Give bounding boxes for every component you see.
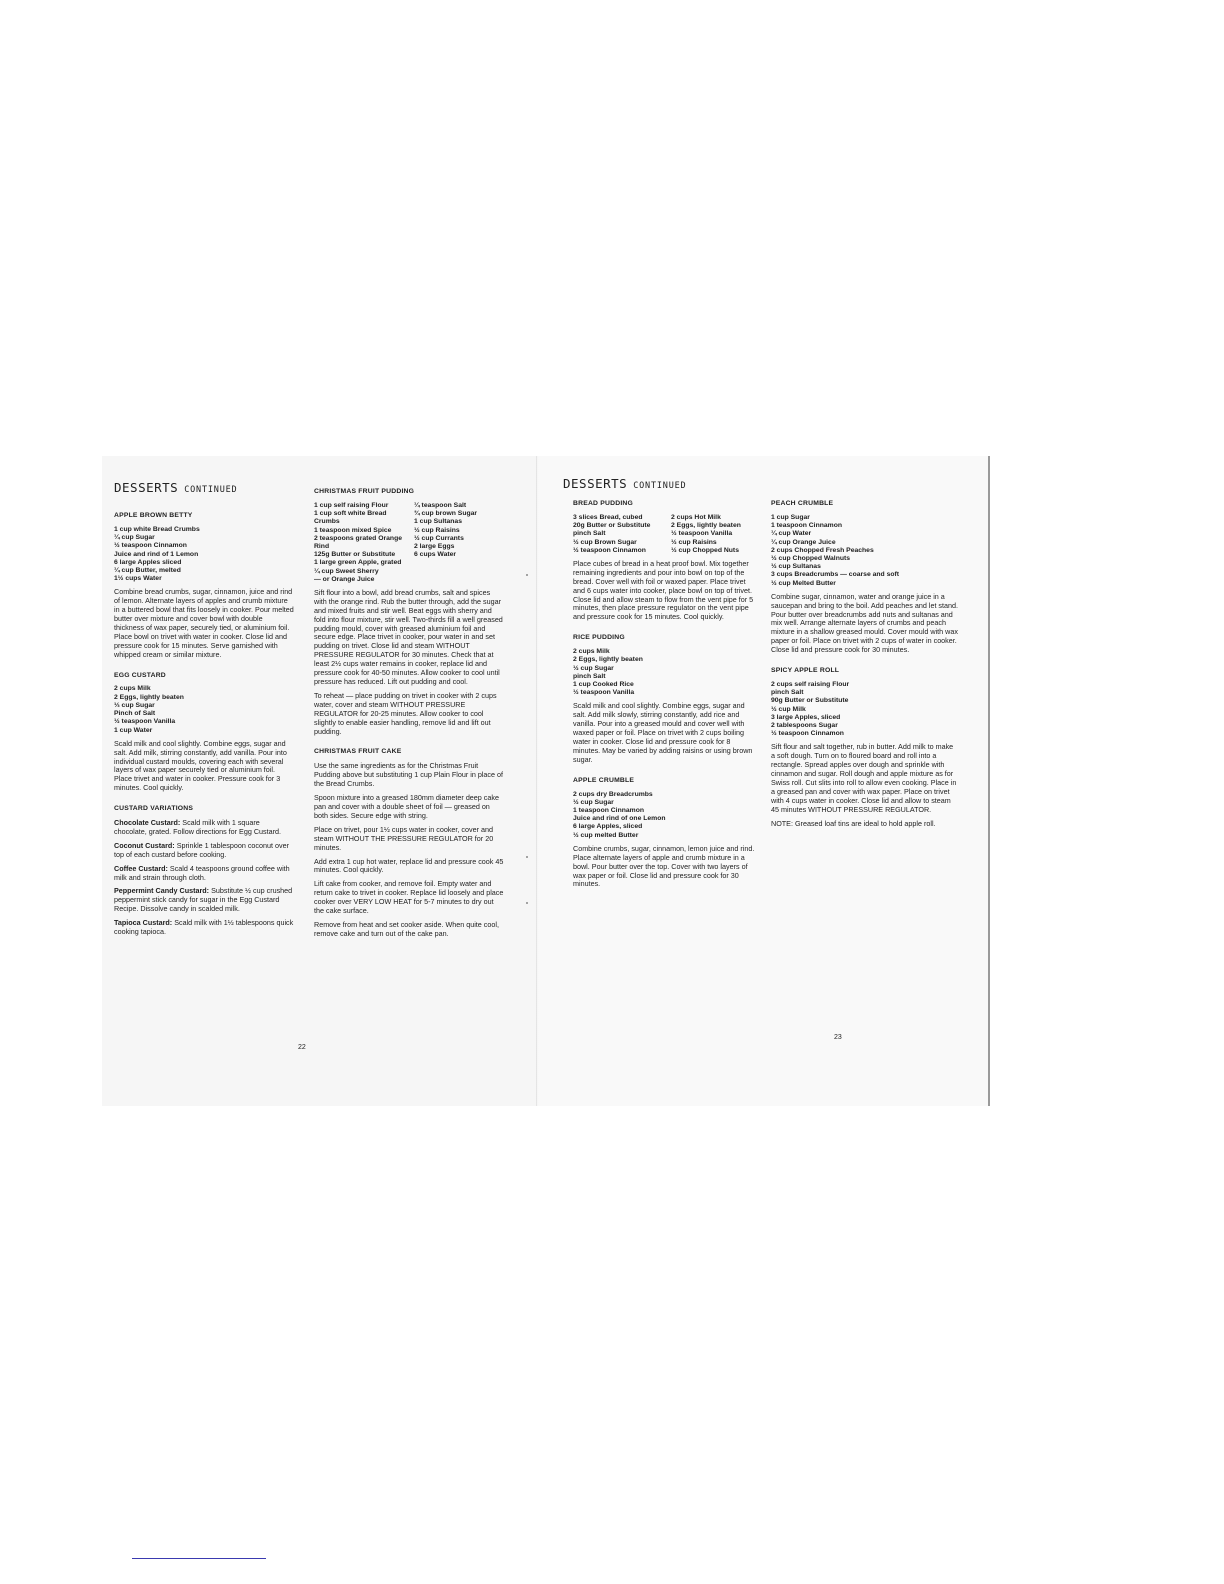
- ingredient-column: [671, 514, 759, 555]
- recipe-method: Sift flour into a bowl, add bread crumbs, salt and spices with the orange rind. Rub the butter through, add the sugar and mixed fruits and stir well. Beat eggs with sherry and fold into flour mixture, stir well. Two-thirds fill a well greased pudding mould, cover with greased aluminium foil and secure edge. Place trivet in cooker, pour water in and set pudding on trivet. Close lid and steam WITHOUT PRESSURE REGULATOR for 30 minutes. Check that at least 2½ cups water remains in cooker, replace lid and pressure cook for 40-50 minutes. Allow cooker to cool until pressure has reduced. Lift out pudding and cool.: [314, 587, 503, 686]
- ingredient: 1 cup self raising Flour: [314, 501, 389, 509]
- binding-mark: [526, 902, 528, 904]
- variation-text: Scald milk with 1½ tablespoons quick cooking tapioca.: [114, 918, 294, 937]
- page-edge: [988, 456, 990, 1106]
- ingredient: 1 cup white Bread Crumbs: [114, 525, 200, 533]
- left-column-2: [314, 488, 504, 939]
- ingredient: 20g Butter or Substitute: [573, 522, 651, 530]
- recipe-title: EGG CUSTARD: [114, 671, 166, 679]
- recipe-paragraph: Add extra 1 cup hot water, replace lid and pressure cook 45 minutes. Cool quickly.: [314, 856, 504, 875]
- variation: [114, 919, 294, 937]
- ingredient: 1 teaspoon Cinnamon: [573, 807, 644, 815]
- ingredient: ½ teaspoon Vanilla: [114, 718, 176, 726]
- ingredient-list: [114, 526, 294, 583]
- recipe-title: CHRISTMAS FRUIT PUDDING: [314, 488, 415, 495]
- ingredient: ½ cup Sugar: [573, 664, 614, 672]
- ingredient: Juice and rind of one Lemon: [573, 815, 666, 823]
- ingredient: ¼ cup Sweet Sherry: [314, 567, 379, 575]
- ingredient: 1 cup Cooked Rice: [573, 680, 634, 688]
- variation: [114, 865, 294, 883]
- ingredient: 1 large green Apple, grated: [314, 559, 402, 567]
- ingredient: ½ cup Melted Butter: [771, 579, 836, 587]
- ingredient: 2 Eggs, lightly beaten: [573, 656, 643, 664]
- ingredient: 1 cup Sugar: [771, 513, 810, 521]
- ingredient-column: [573, 514, 661, 555]
- page-23: [539, 456, 990, 1106]
- ingredient: ½ teaspoon Cinnamon: [573, 546, 646, 554]
- ingredient: ½ cup Raisins: [671, 538, 717, 546]
- ingredient: 3 slices Bread, cubed: [573, 513, 643, 521]
- ingredient: Pinch of Salt: [114, 710, 156, 718]
- ingredient: ½ cup Currants: [414, 534, 464, 542]
- recipe-method: Combine bread crumbs, sugar, cinnamon, juice and rind of lemon. Alternate layers of apples and crumb mixture in a buttered bowl that fits loosely in cooker. Pour melted butter over mixture and cover bowl with double thickness of wax paper, securely tied, or aluminium foil. Place bowl on trivet with water in cooker. Close lid and pressure cook for 15 minutes. Serve garnished with whipped cream or similar mixture.: [114, 587, 294, 659]
- recipe-paragraph: Lift cake from cooker, and remove foil. Empty water and return cake to trivet in cooker. Replace lid loosely and place cooker over VERY LOW HEAT for 5-7 minutes to dry out the cake surface.: [314, 879, 504, 916]
- ingredient: ⅓ cup Sugar: [114, 701, 155, 709]
- ingredient: 6 large Apples sliced: [114, 558, 182, 566]
- ingredient: 3 large Apples, sliced: [771, 713, 841, 721]
- ingredient-list: [573, 648, 759, 697]
- recipe-method: Combine crumbs, sugar, cinnamon, lemon juice and rind. Place alternate layers of apple and crumb mixture in a bowl. Pour butter over the top. Cover with two layers of wax paper or foil. Close lid and pressure cook for 30 minutes.: [573, 843, 755, 889]
- recipe-title: APPLE BROWN BETTY: [114, 512, 193, 519]
- recipe-title: RICE PUDDING: [573, 634, 625, 642]
- ingredient: 6 large Apples, sliced: [573, 823, 643, 831]
- ingredient: ½ teaspoon Vanilla: [573, 689, 635, 697]
- ingredient: 2 cups dry Breadcrumbs: [573, 790, 653, 798]
- ingredient-list: [771, 514, 959, 588]
- left-column-1: [114, 512, 294, 937]
- ingredient: 2 cups Hot Milk: [671, 513, 721, 521]
- page-number: 22: [298, 1044, 306, 1051]
- ingredient: 2 cups Milk: [573, 648, 610, 656]
- recipe-paragraph: Remove from heat and set cooker aside. When quite cool, remove cake and turn out of the cake pan.: [314, 919, 499, 938]
- variation: [114, 819, 294, 837]
- ingredient: pinch Salt: [573, 672, 606, 680]
- variation-name: Tapioca Custard:: [114, 918, 173, 928]
- recipe-title: BREAD PUDDING: [573, 500, 633, 507]
- ingredient-list: [771, 681, 959, 738]
- ingredient: 2 tablespoons Sugar: [771, 722, 838, 729]
- ingredient: 3 cups Breadcrumbs — coarse and soft: [771, 571, 900, 579]
- page-number: 23: [834, 1034, 842, 1041]
- recipe-paragraph: Spoon mixture into a greased 180mm diameter deep cake pan and cover with a double sheet of foil — greased on both sides. Secure edge with string.: [314, 793, 499, 820]
- recipe-title: CHRISTMAS FRUIT CAKE: [314, 748, 402, 756]
- ingredient: 1 cup Sultanas: [414, 518, 462, 526]
- ingredient: ½ teaspoon Cinnamon: [771, 730, 844, 738]
- ingredient: 2 teaspoons grated Orange Rind: [314, 534, 403, 550]
- ingredient: ¼ cup Water: [771, 530, 812, 538]
- ingredient: ½ cup Chopped Nuts: [671, 546, 739, 554]
- variation-text: Substitute ½ cup crushed peppermint stick candy for sugar in the Egg Custard Recipe. Dissolve candy in scalded milk.: [114, 886, 293, 914]
- binding-mark: [526, 574, 528, 576]
- right-column-1: [573, 500, 759, 889]
- recipe-note: NOTE: Greased loaf tins are ideal to hold apple roll.: [771, 818, 936, 828]
- recipe-reheat: To reheat — place pudding on trivet in cooker with 2 cups water, cover and steam WITHOUT PRESSURE REGULATOR for 20-25 minutes. Allow cooker to cool slightly to enable easier handling, remove lid and lift out pudding.: [314, 690, 497, 736]
- recipe-paragraph: Use the same ingredients as for the Christmas Fruit Pudding above but substituting 1 cup Plain Flour in place of the Bread Crumbs.: [314, 761, 503, 789]
- ingredient: 2 Eggs, lightly beaten: [114, 693, 184, 701]
- ingredient: ¼ cup Sugar: [114, 534, 155, 542]
- ingredient-list: [314, 502, 504, 584]
- variation-name: Coconut Custard:: [114, 840, 175, 850]
- ingredient: 1 cup Water: [114, 726, 153, 734]
- header-title: DESSERTS: [114, 480, 179, 495]
- ingredient-column: [414, 502, 504, 584]
- ingredient: 1 teaspoon Cinnamon: [771, 522, 842, 530]
- ingredient: ½ cup Sugar: [573, 798, 614, 806]
- ingredient: ½ cup Milk: [771, 705, 806, 713]
- ingredient: ¼ teaspoon Salt: [414, 501, 467, 509]
- ingredient: 1½ cups Water: [114, 575, 162, 583]
- ingredient: 1 teaspoon mixed Spice: [314, 526, 392, 534]
- footer-link-underline: [132, 1558, 266, 1559]
- ingredient-list: [114, 685, 294, 734]
- recipe-paragraph: Place on trivet, pour 1½ cups water in cooker, cover and steam WITHOUT THE PRESSURE REGULATOR for 20 minutes.: [314, 824, 494, 852]
- header-continued: CONTINUED: [633, 481, 687, 491]
- ingredient: ½ cup Chopped Walnuts: [771, 554, 851, 562]
- ingredient: 125g Butter or Substitute: [314, 551, 396, 559]
- ingredient: 1 cup soft white Bread Crumbs: [314, 510, 387, 526]
- ingredient: ½ teaspoon Vanilla: [671, 530, 733, 538]
- recipe-method: Sift flour and salt together, rub in butter. Add milk to make a soft dough. Turn on to floured board and roll into a rectangle. Spread apples over dough and sprinkle with cinnamon and sugar. Roll dough and apple mixture as for Swiss roll. Cut slits into roll to allow even cooking. Place in a greased pan and cover with wax paper. Place on trivet with 4 cups water in cooker. Close lid and allow to steam 45 minutes WITHOUT PRESSURE REGULATOR.: [771, 742, 957, 814]
- recipe-title: SPICY APPLE ROLL: [771, 667, 840, 675]
- ingredient: 2 cups Milk: [114, 685, 151, 693]
- right-column-2: [771, 500, 959, 829]
- ingredient: 2 cups Chopped Fresh Peaches: [771, 546, 874, 554]
- variation-text: Scald milk with 1 square chocolate, grated. Follow directions for Egg Custard.: [114, 818, 281, 836]
- recipe-method: Scald milk and cool slightly. Combine eggs, sugar and salt. Add milk slowly, stirring constantly, add rice and vanilla. Pour into a greased mould and cover well with waxed paper or foil. Place on trivet with 2 cups boiling water in cooker. Close lid and pressure cook for 8 minutes. May be varied by adding raisins or using brown sugar.: [573, 701, 753, 764]
- ingredient: ½ cup Raisins: [414, 526, 460, 534]
- variation: [114, 887, 294, 914]
- recipe-method: Combine sugar, cinnamon, water and orange juice in a saucepan and bring to the boil. Add peaches and let stand. Pour butter over breadcrumbs add nuts and sultanas and mix well. Arrange alternate layers of crumbs and peach mixture in a shallow greased mould. Cover mould with wax paper or foil. Place on trivet with 2 cups of water in cooker. Close lid and pressure cook for 30 minutes.: [771, 591, 959, 655]
- ingredient: 90g Butter or Substitute: [771, 697, 849, 705]
- ingredient: pinch Salt: [573, 530, 606, 538]
- ingredient: 2 Eggs, lightly beaten: [671, 522, 741, 530]
- cookbook-spread: [102, 456, 990, 1106]
- page-header: [563, 476, 686, 491]
- binding-mark: [526, 856, 528, 858]
- page-22: [102, 456, 538, 1106]
- recipe-method: Scald milk and cool slightly. Combine eggs, sugar and salt. Add milk, stirring constantly, add vanilla. Pour into individual custard moulds, covering each with several layers of wax paper securely tied or aluminium foil. Place trivet and water in cooker. Pressure cook for 3 minutes. Cool quickly.: [114, 738, 287, 793]
- recipe-method: Place cubes of bread in a heat proof bowl. Mix together remaining ingredients and pour into bowl on top of the bread. Cover well with foil or waxed paper. Place trivet and 6 cups water into cooker, place bowl on top of trivet. Close lid and allow steam to flow from the vent pipe for 5 minutes, then place pressure regulator on the vent pipe and pressure cook for 15 minutes. Cool quickly.: [573, 558, 754, 622]
- ingredient: ½ teaspoon Cinnamon: [114, 542, 187, 550]
- ingredient-list: [573, 791, 759, 840]
- variation: [114, 842, 294, 860]
- ingredient: pinch Salt: [771, 689, 804, 697]
- ingredient: ½ cup Sultanas: [771, 563, 821, 571]
- recipe-title: PEACH CRUMBLE: [771, 500, 834, 507]
- variation-name: Coffee Custard:: [114, 863, 168, 873]
- ingredient: Juice and rind of 1 Lemon: [114, 550, 199, 558]
- ingredient: — or Orange Juice: [314, 575, 375, 583]
- variation-text: Scald 4 teaspoons ground coffee with milk and strain through cloth.: [114, 863, 290, 882]
- ingredient: 2 cups self raising Flour: [771, 680, 850, 688]
- variation-name: Chocolate Custard:: [114, 818, 181, 828]
- page-header: [114, 480, 237, 495]
- ingredient: ¾ cup brown Sugar: [414, 510, 478, 518]
- ingredient: ½ cup Brown Sugar: [573, 538, 637, 546]
- ingredient: ½ cup melted Butter: [573, 831, 639, 839]
- header-continued: CONTINUED: [184, 485, 238, 495]
- ingredient: 2 large Eggs: [414, 542, 455, 550]
- ingredient: 6 cups Water: [414, 551, 457, 559]
- header-title: DESSERTS: [563, 476, 628, 491]
- variation-text: Sprinkle 1 tablespoon coconut over top of each custard before cooking.: [114, 840, 289, 859]
- ingredient: ¼ cup Orange Juice: [771, 538, 836, 546]
- recipe-title: CUSTARD VARIATIONS: [114, 805, 194, 813]
- ingredient-column: [314, 502, 404, 584]
- variation-name: Peppermint Candy Custard:: [114, 886, 210, 896]
- ingredient: ¼ cup Butter, melted: [114, 566, 181, 574]
- recipe-title: APPLE CRUMBLE: [573, 776, 635, 784]
- ingredient-list: [573, 514, 759, 555]
